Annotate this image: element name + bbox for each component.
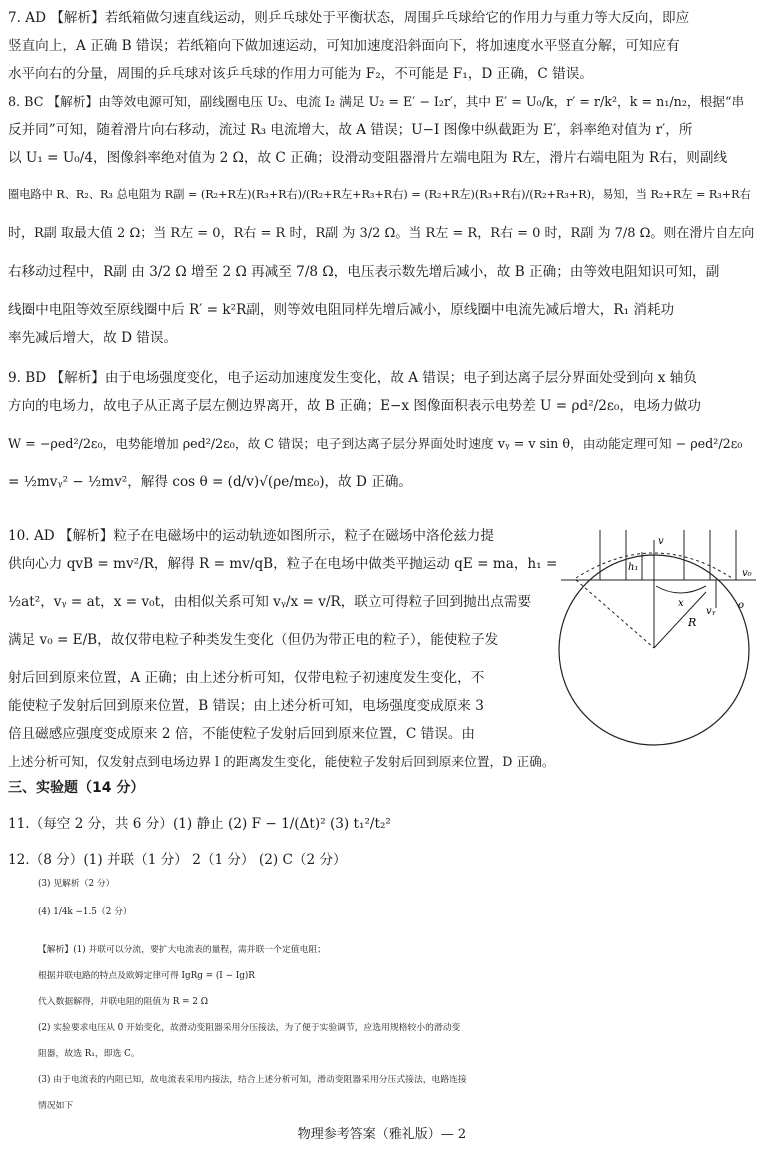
- q7-block: [8, 8, 756, 92]
- q10-line-7: 倍且磁感应强度变成原来 2 倍，不能使粒子发射后回到原来位置，C 错误。由: [8, 726, 476, 742]
- q9-block: [8, 368, 756, 510]
- q8-line-1: 8. BC 【解析】由等效电源可知，副线圈电压 U₂、电流 I₂ 满足 U₂ = E′ − I₂r′，其中 E′ = U₀/k，r′ = r/k²，k = n₁/n₂，根据“串: [8, 94, 745, 109]
- q12-line-1: 12.（8 分）(1) 并联（1 分） 2（1 分） (2) C（2 分）: [8, 852, 347, 868]
- q12-line-6: 代入数据解得，并联电阻的阻值为 R = 2 Ω: [38, 997, 209, 1007]
- q10-line-2: 供向心力 qvB = mv²/R，解得 R = mv/qB，粒子在电场中做类平抛运动 qE = ma，h₁ =: [8, 556, 558, 572]
- q8-line-7: 线圈中电阻等效至原线圈中后 R′ = k²R副，则等效电阻同样先增后减小，原线圈中电流先减后增大，R₁ 消耗功: [8, 302, 675, 318]
- h1-label: h₁: [628, 562, 639, 573]
- x-brace: [656, 586, 706, 593]
- q9-line-1: 9. BD 【解析】由于电场强度变化，电子运动加速度发生变化，故 A 错误；电子到达离子层分界面处受到向 x 轴负: [8, 370, 697, 386]
- q8-line-3: 以 U₁ = U₀/4，图像斜率绝对值为 2 Ω，故 C 正确；设滑动变阻器滑片左端电阻为 R左，滑片右端电阻为 R右，则副线: [8, 150, 728, 166]
- q10-block: [8, 526, 556, 780]
- q8-line-2: 反并同”可知，随着滑片向右移动，流过 R₃ 电流增大，故 A 错误；U−I 图像中纵截距为 E′，斜率绝对值为 r′，所: [8, 122, 693, 138]
- q12-line-7: (2) 实验要求电压从 0 开始变化，故滑动变阻器采用分压接法，为了便于实验调节，应选用规格较小的滑动变: [38, 1023, 461, 1033]
- q10-line-1: 10. AD 【解析】粒子在电磁场中的运动轨迹如图所示，粒子在磁场中洛伦兹力提: [8, 528, 494, 544]
- q9-line-2: 方向的电场力，故电子从正离子层左侧边界离开，故 B 正确；E−x 图像面积表示电势差 U = ρd²/2ε₀，电场力做功: [8, 398, 701, 414]
- v0-label: v₀: [742, 568, 752, 579]
- R-label: R: [688, 616, 697, 629]
- q10-line-8: 上述分析可知，仅发射点到电场边界 l 的距离发生变化，能使粒子发射后回到原来位置，D 正确。: [8, 754, 555, 769]
- q12-line-4: 【解析】(1) 并联可以分流，要扩大电流表的量程，需并联一个定值电阻；: [38, 945, 326, 955]
- q12-line-10: 情况如下: [38, 1101, 74, 1111]
- v-label: v: [658, 536, 664, 547]
- q10-line-4: 满足 v₀ = E/B，故仅带电粒子种类发生变化（但仍为带正电的粒子），能使粒子发: [8, 632, 499, 648]
- q7-line-2: 竖直向上，A 正确 B 错误；若纸箱向下做加速运动，可知加速度沿斜面向下，将加速度水平竖直分解，可知应有: [8, 38, 680, 54]
- q10-line-3: ½at²，vᵧ = at，x = v₀t，由相似关系可知 vᵧ/x = v/R，联立可得粒子回到抛出点需要: [8, 594, 532, 610]
- q7-line-3: 水平向右的分量，周围的乒乓球对该乒乓球的作用力可能为 F₂，不可能是 F₁，D 正确，C 错误。: [8, 66, 593, 82]
- q12-line-5: 根据并联电路的特点及欧姆定律可得 IgRg = (I − Ig)R: [38, 971, 255, 981]
- q8-line-8: 率先减后增大，故 D 错误。: [8, 330, 178, 346]
- q12-line-9: (3) 由于电流表的内阻已知，故电流表采用内接法，结合上述分析可知，滑动变阻器采用分压式接法，电路连接: [38, 1075, 467, 1085]
- q9-line-4: = ½mvᵧ² − ½mv²，解得 cos θ = (d/v)√(ρe/mε₀)，故 D 正确。: [8, 474, 413, 490]
- vy-label: vᵧ: [706, 606, 716, 617]
- e-label: o: [738, 600, 745, 611]
- q12-line-2: (3) 见解析（2 分）: [38, 879, 115, 889]
- page-footer: 物理参考答案（雅礼版）— 2: [297, 1127, 467, 1142]
- x-label: x: [678, 598, 684, 609]
- q12-line-8: 阻器，故选 R₁，即选 C。: [38, 1049, 140, 1059]
- section-3-heading: 三、实验题（14 分）: [8, 780, 145, 796]
- q11-line: 11.（每空 2 分，共 6 分）(1) 静止 (2) F − 1/(Δt)² (3) t₁²/t₂²: [8, 816, 391, 832]
- q9-line-3: W = −ρed²/2ε₀，电势能增加 ρed²/2ε₀，故 C 错误；电子到达离子层分界面处时速度 vᵧ = v sin θ，由动能定理可知 − ρed²/2ε₀: [8, 436, 743, 451]
- q12-line-3: (4) 1/4k −1.5（2 分）: [38, 907, 132, 917]
- q10-line-5: 射后回到原来位置，A 正确；由上述分析可知，仅带电粒子初速度发生变化，不: [8, 670, 485, 686]
- q10-line-6: 能使粒子发射后回到原来位置，B 错误；由上述分析可知，电场强度变成原来 3: [8, 698, 484, 714]
- radius-line-left: [576, 580, 654, 648]
- q7-line-1: 7. AD 【解析】若纸箱做匀速直线运动，则乒乓球处于平衡状态，周围乒乓球给它的作用力与重力等大反向，即应: [8, 10, 690, 26]
- q8-line-6: 右移动过程中，R副 由 3/2 Ω 增至 2 Ω 再减至 7/8 Ω，电压表示数先增后减小，故 B 正确；由等效电阻知识可知，副: [8, 264, 720, 280]
- q8-line-5: 时，R副 取最大值 2 Ω；当 R左 = 0，R右 = R 时，R副 为 3/2 Ω。当 R左 = R，R右 = 0 时，R副 为 7/8 Ω。则在滑片自左向: [8, 226, 755, 241]
- q12-block: [8, 850, 756, 1126]
- q8-line-4: 圈电路中 R、R₂、R₃ 总电阻为 R副 = (R₂+R左)(R₃+R右)/(R₂+R左+R₃+R右) = (R₂+R左)(R₃+R右)/(R₂+R₃+R)，易知，当 R₂+R左 = R₃+R右: [8, 188, 751, 201]
- q8-block: [8, 92, 756, 356]
- q10-trajectory-diagram: [556, 530, 764, 762]
